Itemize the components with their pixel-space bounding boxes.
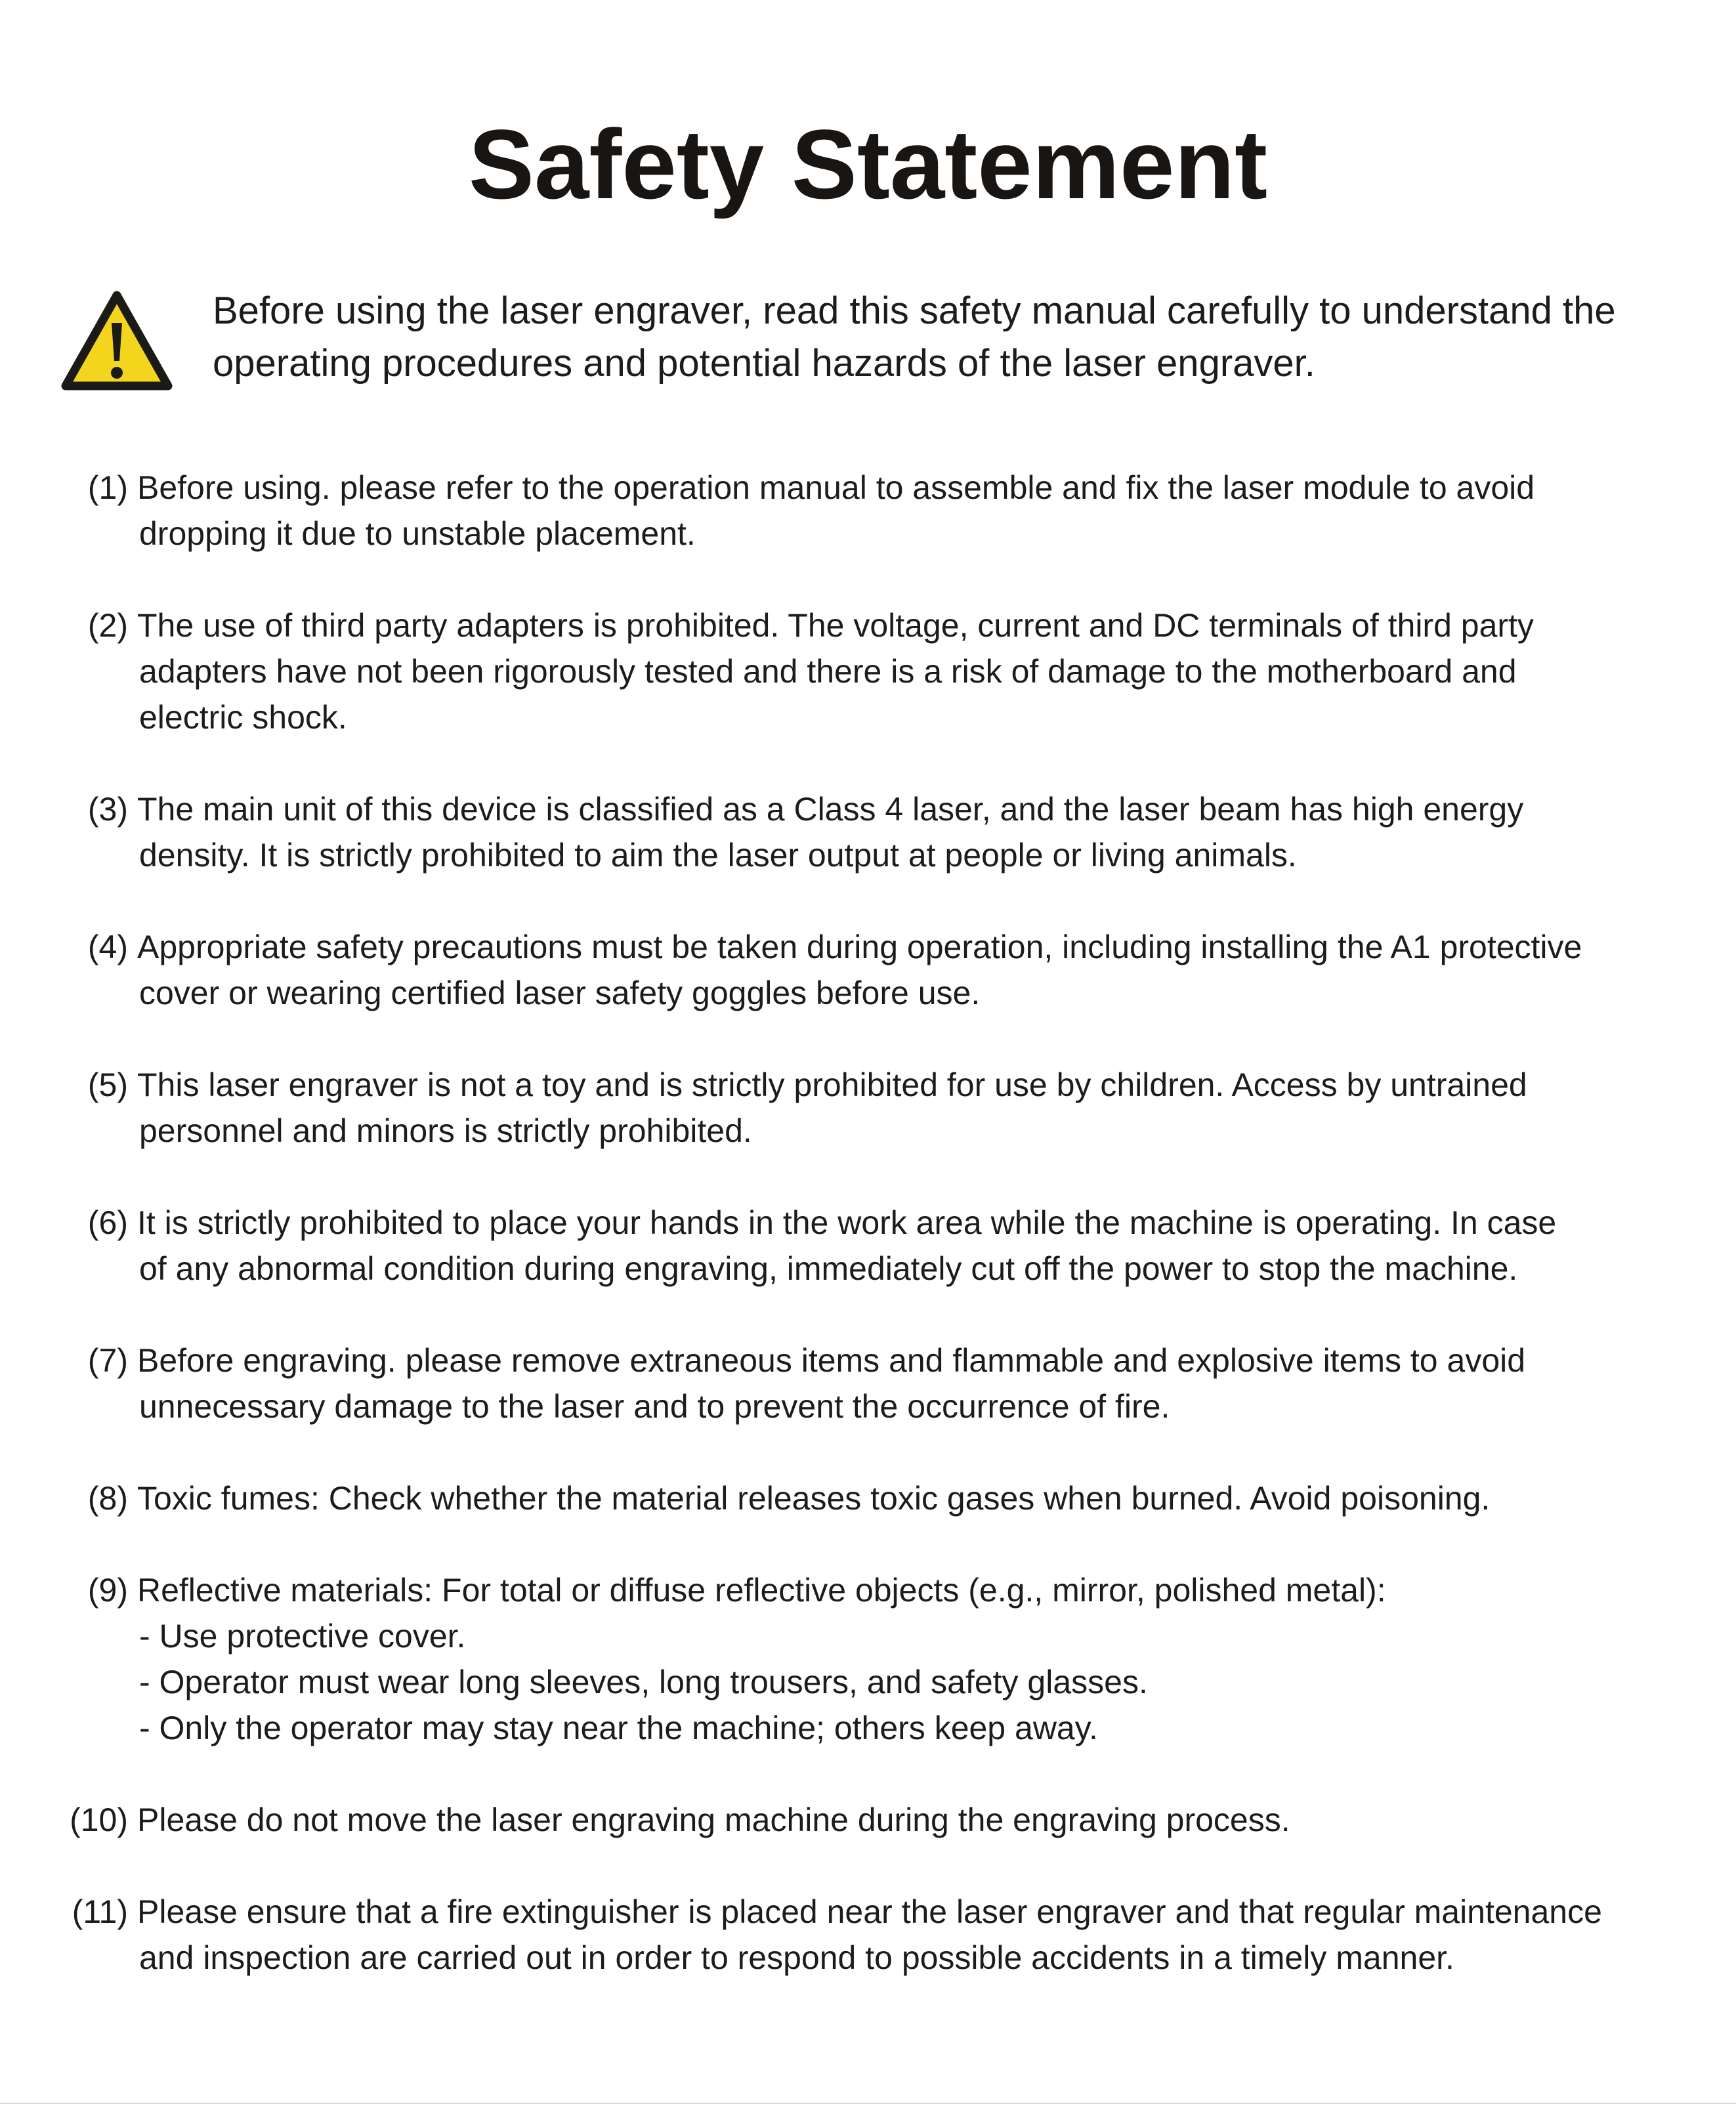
list-item-line: Toxic fumes: Check whether the material releases toxic gases when burned. Avoid poisoning. — [137, 1480, 1491, 1517]
list-item-line: - Operator must wear long sleeves, long trousers, and safety glasses. — [139, 1664, 1148, 1700]
list-item-line: Reflective materials: For total or diffuse reflective objects (e.g., mirror, polished metal): — [137, 1572, 1386, 1609]
list-item-text — [139, 1338, 1675, 1429]
list-item-line: Before engraving. please remove extraneous items and flammable and explosive items to avoid — [137, 1342, 1526, 1379]
list-item-number: (6) — [87, 1204, 128, 1241]
list-item-number: (1) — [87, 469, 128, 506]
list-item-number: (11) — [72, 1893, 128, 1930]
list-item-line: Please ensure that a fire extinguisher is placed near the laser engraver and that regular maintenance — [137, 1893, 1602, 1930]
list-item-line: - Use protective cover. — [139, 1618, 466, 1655]
list-item-number: (4) — [87, 929, 128, 965]
list-item-line: - Only the operator may stay near the machine; others keep away. — [139, 1710, 1098, 1746]
list-item-text — [139, 1200, 1675, 1292]
list-item-number: (8) — [87, 1480, 128, 1517]
intro-line-2: operating procedures and potential hazards of the laser engraver. — [213, 342, 1315, 385]
list-item-line: personnel and minors is strictly prohibited. — [139, 1112, 752, 1149]
list-item-line: The use of third party adapters is prohibited. The voltage, current and DC terminals of third party — [137, 607, 1534, 644]
list-item-line: density. It is strictly prohibited to aim the laser output at people or living animals. — [139, 837, 1297, 874]
list-item-line: Before using. please refer to the operation manual to assemble and fix the laser module to avoid — [137, 469, 1535, 506]
list-item-text — [139, 924, 1675, 1016]
list-item-line: Appropriate safety precautions must be taken during operation, including installing the A1 protective — [137, 929, 1582, 965]
list-item-line: The main unit of this device is classified as a Class 4 laser, and the laser beam has high energy — [137, 791, 1524, 828]
list-item-number: (9) — [87, 1572, 128, 1609]
list-item-number: (7) — [87, 1342, 128, 1379]
page-title: Safety Statement — [468, 109, 1268, 219]
list-item-text — [139, 602, 1675, 740]
list-item-text — [139, 465, 1675, 557]
list-item-line: adapters have not been rigorously tested and there is a risk of damage to the motherboard and — [139, 653, 1517, 690]
list-item-text — [139, 1797, 1675, 1843]
list-item-text — [139, 1062, 1675, 1154]
list-item-text — [139, 1475, 1675, 1521]
list-item-number: (10) — [70, 1802, 128, 1838]
list-item-line: It is strictly prohibited to place your hands in the work area while the machine is operating. In case — [137, 1204, 1557, 1241]
intro-paragraph — [213, 285, 1716, 390]
list-item-text — [139, 786, 1675, 878]
list-item-line: Please do not move the laser engraving machine during the engraving process. — [137, 1802, 1290, 1838]
list-item-number: (5) — [87, 1066, 128, 1103]
list-item-text — [139, 1567, 1675, 1751]
list-item-line: electric shock. — [139, 699, 347, 736]
warning-triangle-icon — [60, 289, 173, 394]
list-item-line: cover or wearing certified laser safety goggles before use. — [139, 975, 981, 1011]
list-item-line: This laser engraver is not a toy and is strictly prohibited for use by children. Access by untrained — [137, 1066, 1527, 1103]
list-item-line: of any abnormal condition during engraving, immediately cut off the power to stop the machine. — [139, 1250, 1518, 1287]
warning-exclamation-dot — [111, 367, 123, 379]
list-item-text — [139, 1889, 1675, 1981]
list-item-line: unnecessary damage to the laser and to prevent the occurrence of fire. — [139, 1388, 1170, 1425]
list-item-number: (2) — [87, 607, 128, 644]
list-item-line: dropping it due to unstable placement. — [139, 515, 696, 552]
bottom-divider — [0, 2103, 1736, 2104]
list-item-line: and inspection are carried out in order to respond to possible accidents in a timely manner. — [139, 1939, 1454, 1976]
intro-line-1: Before using the laser engraver, read this safety manual carefully to understand the — [213, 289, 1616, 332]
list-item-number: (3) — [87, 791, 128, 828]
